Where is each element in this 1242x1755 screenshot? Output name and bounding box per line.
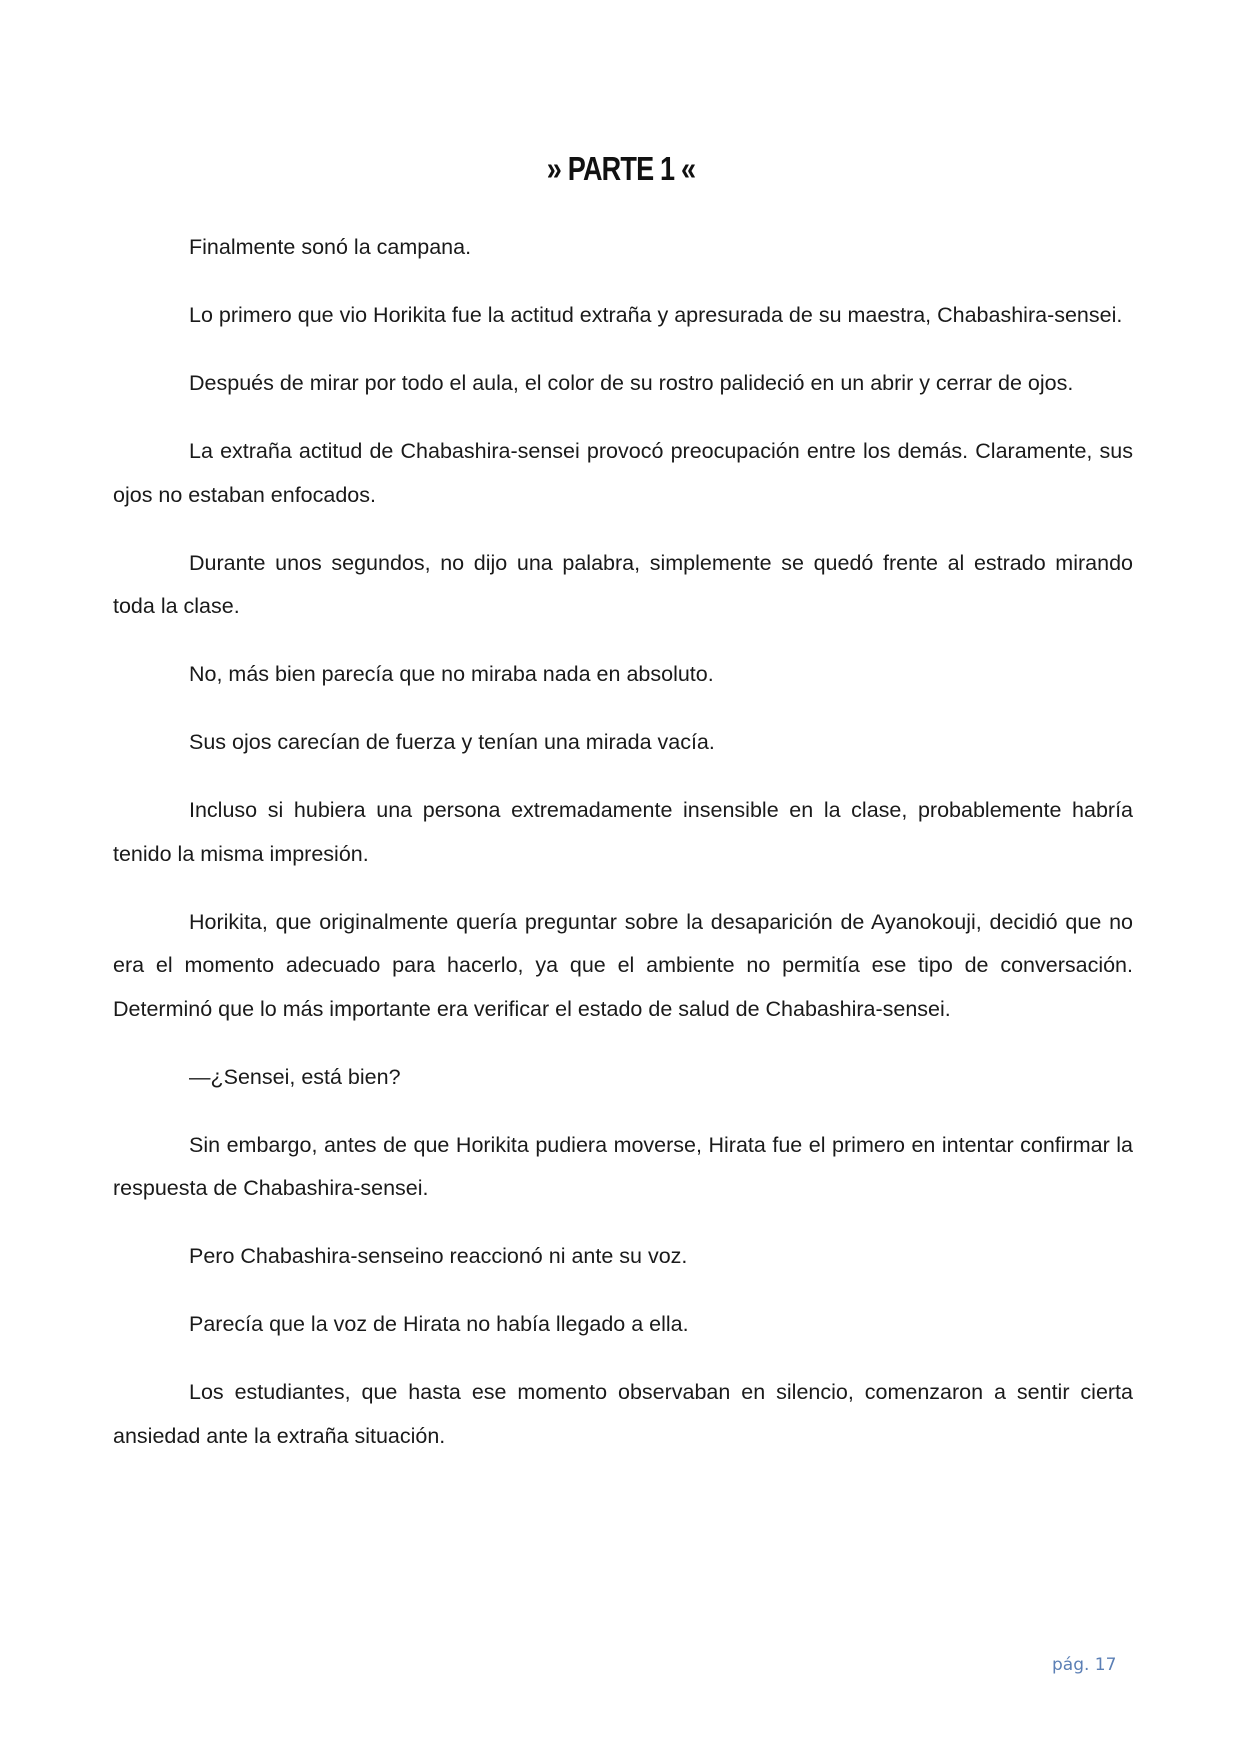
paragraph: Durante unos segundos, no dijo una palabra, simplemente se quedó frente al estrado mirando toda la clase. (113, 550, 1133, 618)
paragraph: Pero Chabashira-senseino reaccionó ni ante su voz. (189, 1244, 688, 1268)
paragraph: Después de mirar por todo el aula, el color de su rostro palideció en un abrir y cerrar de ojos. (189, 371, 1074, 395)
paragraph: Incluso si hubiera una persona extremadamente insensible en la clase, probablemente habría tenido la misma impresión. (113, 798, 1133, 866)
paragraph: Parecía que la voz de Hirata no había llegado a ella. (189, 1312, 689, 1336)
paragraph: La extraña actitud de Chabashira-sensei provocó preocupación entre los demás. Claramente, sus ojos no estaban enfocados. (113, 439, 1133, 507)
paragraph: Lo primero que vio Horikita fue la actitud extraña y apresurada de su maestra, Chabashira-sensei. (189, 303, 1123, 327)
paragraph: No, más bien parecía que no miraba nada en absoluto. (189, 662, 714, 686)
dialogue-line: —¿Sensei, está bien? (189, 1064, 401, 1089)
paragraph: Sus ojos carecían de fuerza y tenían una mirada vacía. (189, 730, 715, 754)
paragraph: Finalmente sonó la campana. (189, 235, 472, 259)
body-text (113, 226, 1133, 1483)
paragraph: Sin embargo, antes de que Horikita pudiera moverse, Hirata fue el primero en intentar confirmar la respuesta de Chabashira-sensei. (113, 1132, 1133, 1200)
paragraph: Horikita, que originalmente quería preguntar sobre la desaparición de Ayanokouji, decidió que no era el momento adecuado para hacerlo, ya que el ambiente no permitía ese tipo de conversación. Determinó que lo más importante era verificar el estado de salud de Chabashira-sensei. (113, 909, 1133, 1021)
paragraph: Los estudiantes, que hasta ese momento observaban en silencio, comenzaron a sentir cierta ansiedad ante la extraña situación. (113, 1380, 1133, 1448)
section-title: » PARTE 1 « (546, 150, 696, 187)
page-number: pág. 17 (1052, 1655, 1117, 1675)
